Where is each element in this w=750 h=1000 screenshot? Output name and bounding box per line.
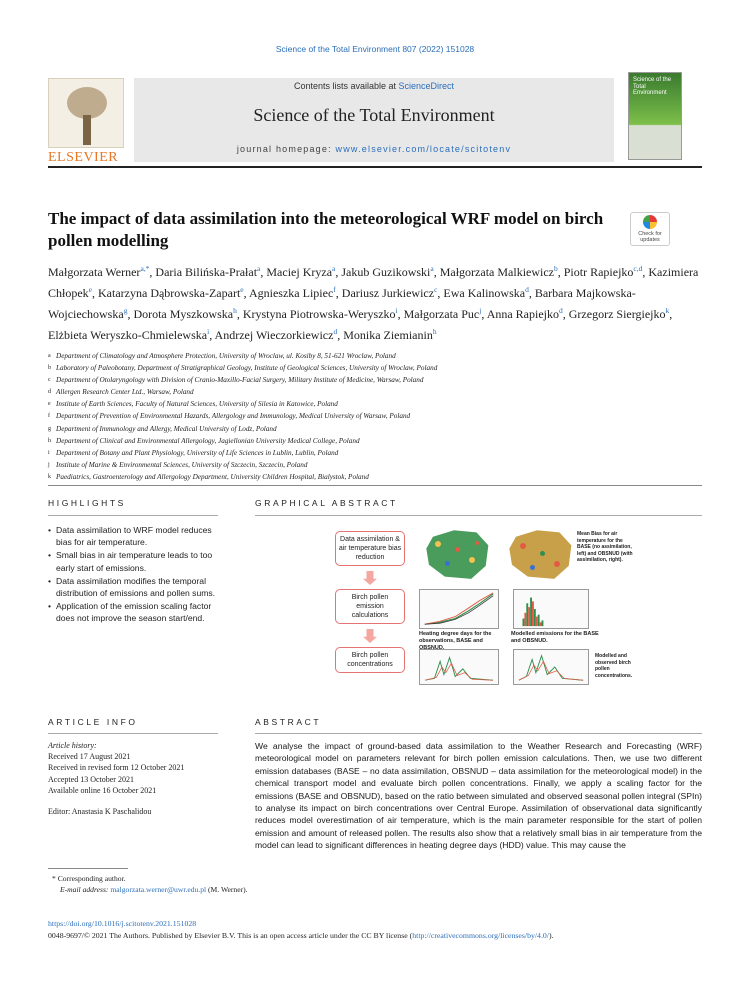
highlight-item: • Application of the emission scaling factor does not improve the season start/end. xyxy=(48,600,218,625)
journal-homepage xyxy=(134,144,614,154)
author-affiliation-marker[interactable]: a xyxy=(430,264,434,273)
author-name[interactable]: Ewa Kalinowska$^d$ xyxy=(443,285,529,300)
affiliation-letter: k xyxy=(48,473,51,480)
author-affiliation-marker[interactable]: d xyxy=(559,306,563,315)
affiliation-text: Department of Prevention of Environmental Hazards, Allergology and Immunology, Medical University of Warsaw, Poland xyxy=(56,412,411,421)
author-name[interactable]: Katarzyna Dąbrowska-Zapart$^e$ xyxy=(98,285,244,300)
affiliation-letter: i xyxy=(48,449,50,456)
affiliation-item xyxy=(48,459,708,471)
accepted-date: Accepted 13 October 2021 xyxy=(48,774,134,784)
journal-title: Science of the Total Environment xyxy=(253,105,495,125)
email-link[interactable]: malgorzata.werner@uwr.edu.pl xyxy=(110,885,207,894)
ga-note-bias: Mean Bias for air temperature for the BASE (no assimilation, left) and OBSNUD (with assimilation, right). xyxy=(577,531,633,563)
divider xyxy=(48,485,702,486)
divider xyxy=(48,868,128,869)
article-title: The impact of data assimilation into the meteorological WRF model on birch pollen modelling xyxy=(48,209,604,250)
affiliation-text: Institute of Marine & Environmental Sciences, University of Szczecin, Szczecin, Poland xyxy=(56,460,308,469)
map-bias-base xyxy=(425,527,491,581)
publisher-name: ELSEVIER xyxy=(48,150,119,165)
cover-title: Science of the Total Environment xyxy=(633,77,672,97)
affiliation-item xyxy=(48,362,708,374)
affiliation-letter: c xyxy=(48,377,51,384)
check-updates-icon xyxy=(643,215,657,229)
author-name[interactable]: Jakub Guzikowski$^a$ xyxy=(341,264,434,279)
author-name[interactable]: Małgorzata Werner$^{a,*}$ xyxy=(48,264,150,279)
affiliation-item xyxy=(48,386,708,398)
ga-caption-hdd: Heating degree days for the observations, BASE and OBSNUD. xyxy=(419,631,492,651)
affiliation-text: Laboratory of Paleobotany, Department of Stratigraphical Geology, Institute of Geological Sciences, University of Wroclaw, Poland xyxy=(56,364,438,373)
author-name[interactable]: Piotr Rapiejko$^{c,d}$ xyxy=(563,264,643,279)
article-info-heading: ARTICLE INFO xyxy=(48,717,138,727)
emission-bar-plot xyxy=(513,589,589,629)
concentration-plot-left xyxy=(419,649,499,685)
ga-caption-emissions: Modelled emissions for the BASE and OBSNUD. xyxy=(511,631,599,644)
highlight-item: • Data assimilation modifies the temporal distribution of emissions and pollen sums. xyxy=(48,575,218,600)
author-name[interactable]: Małgorzata Malkiewicz$^b$ xyxy=(439,264,558,279)
author-affiliation-marker[interactable]: c xyxy=(434,285,438,294)
abstract-heading: ABSTRACT xyxy=(255,717,322,727)
author-affiliation-marker[interactable]: g xyxy=(123,306,128,315)
author-name[interactable]: Daria Bilińska-Prałat$^a$ xyxy=(155,264,261,279)
author-name[interactable]: Monika Ziemianin$^h$ xyxy=(343,327,437,342)
divider xyxy=(255,515,702,516)
license-link[interactable]: http://creativecommons.org/licenses/by/4.0/ xyxy=(412,931,549,940)
affiliation-letter: b xyxy=(48,365,51,372)
author-affiliation-marker[interactable]: h xyxy=(233,306,237,315)
received-date: Received 17 August 2021 xyxy=(48,752,131,762)
corresponding-label: Corresponding author. xyxy=(57,874,126,883)
affiliation-item xyxy=(48,435,708,447)
check-updates-label: Check for updates xyxy=(638,231,662,243)
author-affiliation-marker[interactable]: c,d xyxy=(633,264,643,273)
affiliation-text: Department of Otolaryngology with Division of Cranio-Maxillo-Facial Surgery, Military Institute of Medicine, Warsaw, Poland xyxy=(56,376,424,385)
author-affiliation-marker[interactable]: a xyxy=(257,264,261,273)
highlight-item: • Data assimilation to WRF model reduces bias for air temperature. xyxy=(48,524,218,549)
online-date: Available online 16 October 2021 xyxy=(48,785,157,795)
sciencedirect-link[interactable]: ScienceDirect xyxy=(398,81,455,91)
author-affiliation-marker[interactable]: k xyxy=(665,306,670,315)
email-suffix: (M. Werner). xyxy=(208,885,248,894)
author-affiliation-marker[interactable]: a,* xyxy=(140,264,150,273)
ga-box-concentrations: Birch pollen concentrations xyxy=(335,647,405,673)
contents-prefix: Contents lists available at xyxy=(293,81,399,91)
affiliation-letter: j xyxy=(48,461,50,468)
author-affiliation-marker[interactable]: d xyxy=(333,327,338,336)
affiliation-text: Department of Clinical and Environmental Allergology, Jagiellonian University Medical College, Poland xyxy=(56,436,360,445)
affiliation-item xyxy=(48,374,708,386)
editor: Editor: Anastasia K Paschalidou xyxy=(48,807,152,817)
license-line xyxy=(48,931,554,940)
author-name[interactable]: Agnieszka Lipiec$^f$ xyxy=(248,285,336,300)
affiliation-letter: h xyxy=(48,437,51,444)
journal-banner xyxy=(134,78,614,162)
affiliation-letter: f xyxy=(48,413,50,420)
author-list: Małgorzata Werner$^{a,*}$, Daria Bilińska-Prałat$^a$, Maciej Kryza$^a$, Jakub Guzikowski$^a$, Małgorzata Malkiewicz$^b$, Piotr Rapiejko$^{c,d}$, Kazimiera Chłopek$^e$, Katarzyna Dąbrowska-Zapart$^e$, Agnieszka Lipiec$^f$, Dariusz Jurkiewicz$^c$, Ewa Kalinowska$^d$, Barbara Majkowska-Wojciechowska$^g$, Dorota Myszkowska$^h$, Krystyna Piotrowska-Weryszko$^i$, Małgorzata Puc$^j$, Anna Rapiejko$^d$, Grzegorz Siergiejko$^k$, Elżbieta Weryszko-Chmielewska$^i$, Andrzej Wieczorkiewicz$^d$, Monika Ziemianin$^h$ xyxy=(48,264,699,342)
author-affiliation-marker[interactable]: a xyxy=(332,264,336,273)
author-affiliation-marker[interactable]: h xyxy=(432,327,437,336)
affiliation-text: Department of Immunology and Allergy, Medical University of Lodz, Poland xyxy=(56,424,277,433)
down-arrow-icon xyxy=(363,571,377,585)
author-affiliation-marker[interactable]: e xyxy=(88,285,93,294)
hdd-line-plot xyxy=(419,589,499,629)
ga-box-assimilation: Data assimilation & air temperature bias reduction xyxy=(335,531,405,566)
ga-note-concentrations: Modelled and observed birch pollen concentrations. xyxy=(595,653,633,679)
journal-reference-link[interactable]: Science of the Total Environment 807 (2022) 151028 xyxy=(275,44,475,54)
graphical-abstract-heading: GRAPHICAL ABSTRACT xyxy=(255,498,398,508)
affiliation-letter: g xyxy=(48,425,51,432)
author-name[interactable]: Dariusz Jurkiewicz$^c$ xyxy=(341,285,438,300)
history-label: Article history: xyxy=(48,741,97,750)
author-name[interactable]: Grzegorz Siergiejko$^k$ xyxy=(568,306,670,321)
author-affiliation-marker[interactable]: i xyxy=(395,306,398,315)
author-affiliation-marker[interactable]: b xyxy=(554,264,558,273)
affiliation-text: Department of Climatology and Atmosphere Protection, University of Wroclaw, ul. Kosiby 8, 51-621 Wroclaw, Poland xyxy=(56,352,396,360)
license-suffix: ). xyxy=(548,931,554,940)
author-affiliation-marker[interactable]: f xyxy=(333,285,336,294)
doi-link[interactable]: https://doi.org/10.1016/j.scitotenv.2021.151028 xyxy=(48,919,197,928)
affiliation-letter: e xyxy=(48,401,51,408)
highlights-list xyxy=(48,524,218,625)
author-name[interactable]: Anna Rapiejko$^d$ xyxy=(486,306,563,321)
author-name[interactable]: Kazimiera Chłopek$^e$ xyxy=(48,265,699,300)
graphical-abstract-figure[interactable] xyxy=(333,523,633,689)
license-text: 0048-9697/© 2021 The Authors. Published by Elsevier B.V. This is an open access article under the CC BY license ( xyxy=(48,931,413,940)
author-affiliation-marker[interactable]: j xyxy=(479,306,482,315)
author-name[interactable]: Małgorzata Puc$^j$ xyxy=(403,306,482,321)
divider xyxy=(48,733,218,734)
divider xyxy=(255,733,702,734)
affiliation-letter: d xyxy=(48,389,51,396)
journal-header xyxy=(48,72,702,168)
map-bias-obsnud xyxy=(508,527,574,581)
affiliation-item xyxy=(48,350,708,362)
affiliation-item xyxy=(48,471,708,483)
author-name[interactable]: Barbara Majkowska-Wojciechowska$^g$ xyxy=(48,286,636,321)
footnote-marker: * xyxy=(52,874,56,883)
affiliation-text: Department of Botany and Plant Physiology, University of Life Sciences in Lublin, Lublin, Poland xyxy=(56,448,339,457)
affiliation-item xyxy=(48,423,708,435)
ga-box-emission: Birch pollen emission calculations xyxy=(335,589,405,624)
contents-line xyxy=(134,81,614,91)
affiliation-item xyxy=(48,447,708,459)
author-name[interactable]: Elżbieta Weryszko-Chmielewska$^i$ xyxy=(48,327,210,342)
elsevier-tree-icon xyxy=(48,78,124,148)
email-label: E-mail address: xyxy=(60,885,109,894)
homepage-link[interactable]: www.elsevier.com/locate/scitotenv xyxy=(335,144,512,154)
author-name[interactable]: Krystyna Piotrowska-Weryszko$^i$ xyxy=(242,306,398,321)
highlight-item: • Small bias in air temperature leads to too early start of emissions. xyxy=(48,549,218,574)
highlights-heading: HIGHLIGHTS xyxy=(48,498,126,508)
abstract-text: We analyse the impact of ground-based data assimilation to the Weather Research and Forecasting (WRF) meteorological model on parameters relevant for birch pollen emission calculations. Then, we use two different emission databases (BASE – no data assimilation, OBSNUD – data assimilation for the meteorological model) in the chemical transport model and evaluate birch pollen concentrations. Finally, we apply a scaling factor for the emissions (BASE and OBSNUD), based on the ratio between simulated and observed seasonal pollen integral (SPIn) to analyse its impact on birch concentrations over Central Europe. Assimilation of observational data significantly reduces model overestimation of air temperature, which is the main parameter responsible for the start of pollen emission and amount of released pollen. The results also show that a relatively small bias in air temperature from the model can lead to significant differences in heating degree days (HDD) value. This may cause the xyxy=(255,741,702,851)
author-name[interactable]: Maciej Kryza$^a$ xyxy=(266,264,336,279)
affiliation-text: Institute of Earth Sciences, Faculty of Natural Sciences, University of Silesia in Katowice, Poland xyxy=(56,400,338,409)
article-info xyxy=(48,740,223,817)
down-arrow-icon xyxy=(363,629,377,643)
divider xyxy=(48,515,218,516)
homepage-prefix: journal homepage: xyxy=(236,144,336,154)
corresponding-footnote xyxy=(52,873,248,895)
affiliation-text: Allergen Research Center Ltd., Warsaw, Poland xyxy=(56,388,194,397)
author-affiliation-marker[interactable]: d xyxy=(525,285,529,294)
elsevier-logo[interactable] xyxy=(48,78,124,164)
revised-date: Received in revised form 12 October 2021 xyxy=(48,763,185,773)
check-for-updates-button[interactable] xyxy=(630,212,670,246)
author-name[interactable]: Andrzej Wieczorkiewicz$^d$ xyxy=(214,327,338,342)
concentration-plot-right xyxy=(513,649,589,685)
affiliation-text: Paediatrics, Gastroenterology and Allergology Department, University Children Hospital, Bialystok, Poland xyxy=(56,472,369,481)
author-affiliation-marker[interactable]: e xyxy=(240,285,244,294)
affiliation-item xyxy=(48,398,708,410)
affiliation-letter: a xyxy=(48,353,51,359)
author-affiliation-marker[interactable]: i xyxy=(207,327,210,336)
journal-cover-image[interactable] xyxy=(628,72,682,160)
affiliation-list xyxy=(48,350,708,483)
affiliation-item xyxy=(48,410,708,422)
author-name[interactable]: Dorota Myszkowska$^h$ xyxy=(133,306,237,321)
